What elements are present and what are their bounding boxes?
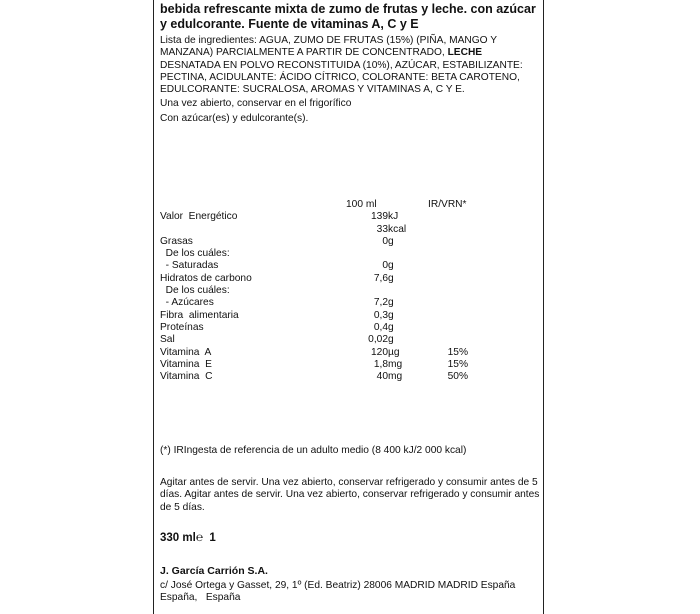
nutrition-value: 7,6 [373, 272, 388, 284]
nutrition-unit: g [388, 235, 394, 247]
nutrition-row [160, 322, 468, 334]
estimated-sign: ℮ [195, 530, 204, 544]
nutrition-header-ir: IR/VRN* [428, 199, 467, 210]
nutrition-ir-percent [424, 211, 468, 223]
nutrition-unit [388, 285, 424, 297]
nutrition-unit: kJ [388, 211, 399, 223]
reference-footnote: (*) IRIngesta de referencia de un adulto medio (8 400 kJ/2 000 kcal) [160, 445, 467, 456]
company-address [160, 580, 515, 605]
nutrition-unit: g [388, 297, 394, 309]
nutrition-ir-percent: 15% [447, 346, 468, 358]
usage-advice: Agitar antes de servir. Una vez abierto, conservar refrigerado y consumir antes de 5 días. Agitar antes de servir. Una vez abierto, conservar refrigerado y consumir antes de 5 días. [160, 477, 540, 513]
nutrition-label [160, 224, 346, 236]
nutrition-row [160, 285, 468, 297]
nutrition-row [160, 359, 468, 371]
nutrition-unit: mg [388, 358, 403, 370]
nutrition-table [160, 199, 468, 383]
nutrition-header-row [160, 199, 468, 211]
nutrition-row [160, 273, 468, 285]
address-line-2: España, España [160, 592, 241, 604]
nutrition-value: 0,02 [368, 334, 388, 346]
nutrition-row [160, 347, 468, 359]
nutrition-ir-percent [424, 310, 468, 322]
nutrition-ir-percent [424, 334, 468, 346]
nutrition-label: - Saturadas [160, 260, 219, 272]
nutrition-ir-percent [424, 322, 468, 334]
nutrition-label: De los cuáles: [160, 248, 230, 260]
nutrition-ir-percent [424, 260, 468, 272]
nutrition-row [160, 310, 468, 322]
nutrition-row [160, 260, 468, 272]
nutrition-label: Vitamina C [160, 371, 213, 383]
nutrition-value: 120 [371, 346, 388, 358]
nutrition-header-per: 100 ml [346, 199, 377, 210]
nutrition-label: Hidratos de carbono [160, 272, 252, 284]
nutrition-row [160, 236, 468, 248]
nutrition-value: 33 [376, 223, 388, 235]
label-panel [153, 0, 544, 614]
nutrition-value: 0,4 [373, 321, 388, 333]
nutrition-row [160, 297, 468, 309]
nutrition-row [160, 371, 468, 383]
nutrition-value [346, 248, 388, 260]
nutrition-ir-percent [424, 285, 468, 297]
nutrition-ir-percent: 50% [447, 371, 468, 383]
product-title: bebida refrescante mixta de zumo de frutas y leche. con azúcar y edulcorante. Fuente de vitaminas A, C y E [160, 2, 536, 31]
nutrition-label: Vitamina A [160, 346, 212, 358]
units-count: 1 [209, 532, 216, 544]
nutrition-label: Sal [160, 334, 175, 346]
nutrition-value: 139 [371, 211, 388, 223]
nutrition-label: Proteínas [160, 321, 204, 333]
nutrition-ir-percent [424, 248, 468, 260]
label-content [160, 2, 540, 604]
company-name: J. García Carrión S.A. [160, 565, 268, 577]
storage-note: Una vez abierto, conservar en el frigorífico [160, 98, 352, 110]
nutrition-unit [388, 248, 424, 260]
nutrition-row [160, 211, 468, 223]
address-line-1: c/ José Ortega y Gasset, 29, 1º (Ed. Beatriz) 28006 MADRID MADRID España [160, 580, 516, 591]
nutrition-value: 0 [382, 235, 388, 247]
nutrition-ir-percent: 15% [447, 358, 468, 370]
ingredients-text-2: DESNATADA EN POLVO RECONSTITUIDA (10%), AZÚCAR, ESTABILIZANTE: PECTINA, ACIDULANTE: ÁCIDO CÍTRICO, COLORANTE: BETA CAROTENO, EDULCORANTE: SUCRALOSA, AROMAS Y VITAMINAS A, C Y E. [160, 59, 523, 96]
net-quantity: 330 ml [160, 532, 196, 544]
nutrition-ir-percent [424, 273, 468, 285]
nutrition-row [160, 334, 468, 346]
nutrition-ir-percent [424, 224, 468, 236]
nutrition-label: Vitamina E [160, 358, 212, 370]
nutrition-ir-percent [424, 297, 468, 309]
sweetener-note: Con azúcar(es) y edulcorante(s). [160, 112, 309, 124]
nutrition-row [160, 248, 468, 260]
nutrition-value [346, 285, 388, 297]
nutrition-value: 1,8 [373, 358, 388, 370]
nutrition-label: - Azúcares [160, 297, 214, 309]
nutrition-label: Fibra alimentaria [160, 309, 239, 321]
nutrition-label: Valor Energético [160, 211, 238, 223]
nutrition-unit: mg [388, 371, 403, 383]
nutrition-value: 7,2 [373, 297, 388, 309]
nutrition-value: 0,3 [373, 309, 388, 321]
nutrition-unit: g [388, 260, 394, 272]
ingredients-allergen: LECHE [447, 47, 483, 59]
nutrition-unit: g [388, 309, 394, 321]
nutrition-ir-percent [424, 236, 468, 248]
nutrition-row [160, 224, 468, 236]
ingredients-text-1: Lista de ingredientes: AGUA, ZUMO DE FRUTAS (15%) (PIÑA, MANGO Y MANZANA) PARCIALMENTE A PARTIR DE CONCENTRADO, [160, 35, 497, 59]
nutrition-unit: g [388, 272, 394, 284]
nutrition-unit: g [388, 321, 394, 333]
ingredients-list [160, 35, 540, 96]
net-quantity-line [160, 530, 216, 544]
nutrition-label: Grasas [160, 235, 193, 247]
nutrition-unit: kcal [388, 223, 407, 235]
nutrition-label: De los cuáles: [160, 285, 230, 297]
nutrition-value: 40 [376, 371, 388, 383]
nutrition-unit: g [388, 334, 394, 346]
nutrition-value: 0 [382, 260, 388, 272]
nutrition-unit: µg [388, 346, 400, 358]
